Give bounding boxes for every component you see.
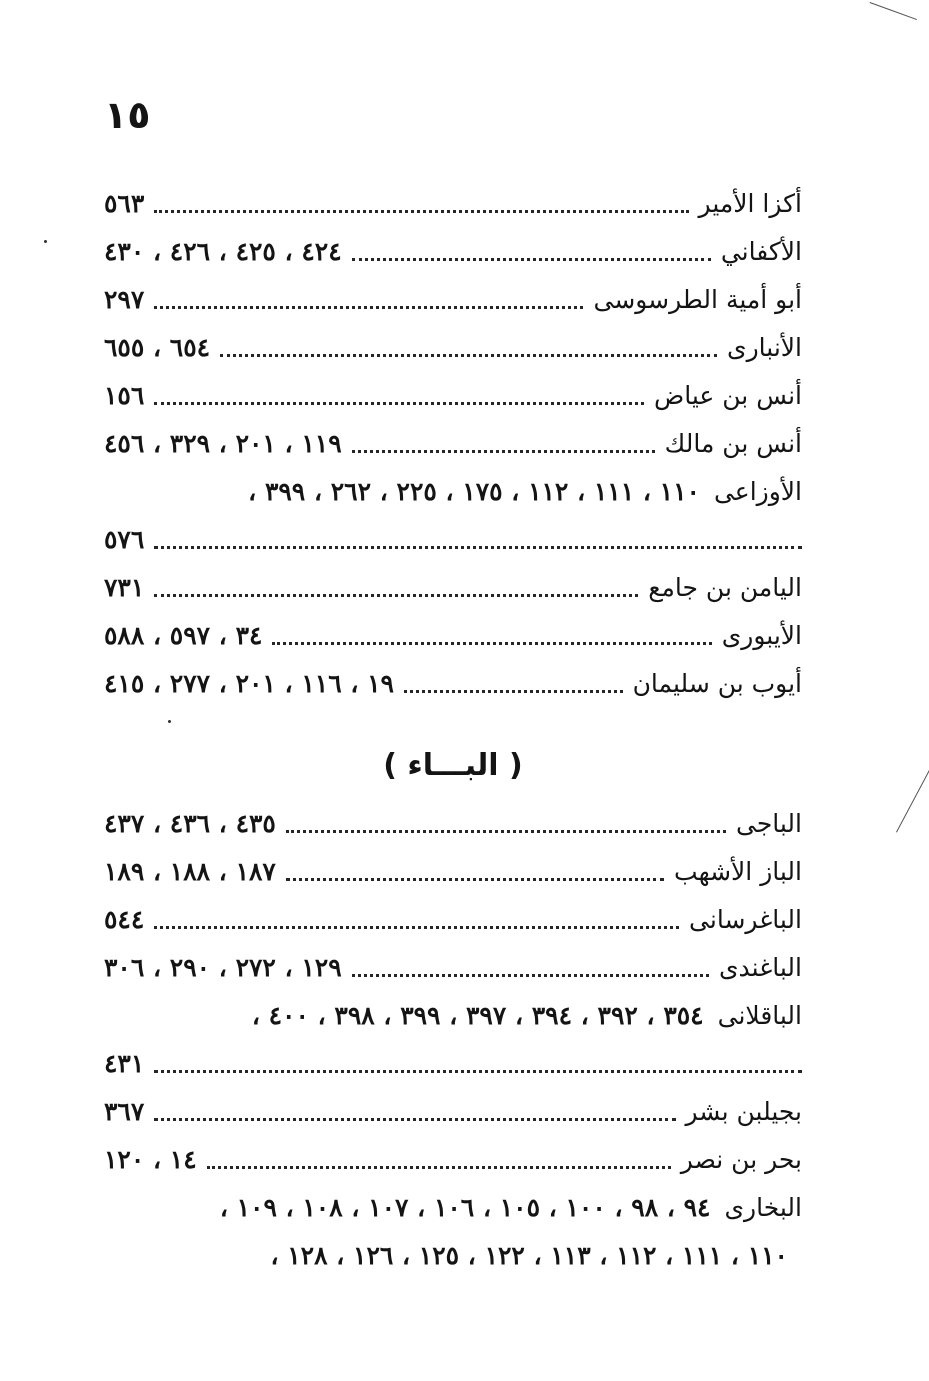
dot-leader	[286, 820, 726, 833]
dot-leader	[154, 1108, 675, 1121]
index-entry	[104, 802, 802, 842]
index-entry-continuation	[104, 1042, 802, 1082]
index-entry	[104, 1090, 802, 1130]
index-entry	[104, 1186, 802, 1226]
scan-mark	[870, 2, 917, 20]
entry-name: الأيبورى	[721, 621, 802, 650]
index-entry-continuation	[104, 518, 802, 558]
entry-pages: ٣٥٤ ، ٣٩٢ ، ٣٩٤ ، ٣٩٧ ، ٣٩٩ ، ٣٩٨ ، ٤٠٠ ،	[251, 1001, 704, 1030]
dot-leader	[154, 296, 583, 309]
entry-name: أيوب بن سليمان	[632, 669, 802, 698]
dot-leader	[352, 248, 711, 261]
entry-name: البخارى	[724, 1193, 802, 1222]
scan-speck	[44, 240, 47, 243]
entry-name: أبو أمية الطرسوسى	[593, 285, 802, 314]
dot-leader	[286, 868, 664, 881]
entry-pages: ٦٥٤ ، ٦٥٥	[104, 333, 211, 362]
index-entry	[104, 230, 802, 270]
entry-pages: ١١٠ ، ١١١ ، ١١٢ ، ١٧٥ ، ٢٢٥ ، ٢٦٢ ، ٣٩٩ ،	[248, 477, 700, 506]
scan-mark	[896, 753, 929, 833]
entry-name: الباز الأشهب	[674, 857, 802, 886]
entry-pages: ٤٢٤ ، ٤٢٥ ، ٤٢٦ ، ٤٣٠	[104, 237, 342, 266]
entry-pages: ١٤ ، ١٢٠	[104, 1145, 197, 1174]
dot-leader	[154, 392, 644, 405]
entry-pages: ٩٤ ، ٩٨ ، ١٠٠ ، ١٠٥ ، ١٠٦ ، ١٠٧ ، ١٠٨ ، ١٠٩ ،	[219, 1193, 711, 1222]
index-entry	[104, 566, 802, 606]
index-entry	[104, 182, 802, 222]
index-entry	[104, 422, 802, 462]
entry-pages: ٤٣٥ ، ٤٣٦ ، ٤٣٧	[104, 809, 276, 838]
dot-leader	[154, 584, 638, 597]
entry-pages: ٣٦٧	[104, 1097, 145, 1126]
entry-pages: ١٩ ، ١١٦ ، ٢٠١ ، ٢٧٧ ، ٤١٥	[104, 669, 394, 698]
entry-name: بحر بن نصر	[680, 1145, 802, 1174]
entry-name: الباغرسانى	[689, 905, 802, 934]
dot-leader	[404, 680, 623, 693]
entry-pages: ١١٠ ، ١١١ ، ١١٢ ، ١١٣ ، ١٢٢ ، ١٢٥ ، ١٢٦ ، ١٢٨ ،	[270, 1241, 788, 1270]
entry-name: الأنبارى	[727, 333, 802, 362]
entry-name: الباقلانى	[717, 1001, 802, 1030]
entry-name: أكزا الأمير	[698, 189, 802, 218]
entry-pages: ١١٩ ، ٢٠١ ، ٣٢٩ ، ٤٥٦	[104, 429, 342, 458]
dot-leader	[154, 200, 688, 213]
entry-pages: ٥٧٦	[104, 525, 145, 554]
index-entry	[104, 1138, 802, 1178]
entry-name: الباجى	[735, 809, 802, 838]
entry-name: أنس بن مالك	[664, 429, 802, 458]
index-entry	[104, 662, 802, 702]
entry-name: أنس بن عياض	[654, 381, 802, 410]
entry-name: الأوزاعى	[713, 477, 802, 506]
entry-pages: ١٢٩ ، ٢٧٢ ، ٢٩٠ ، ٣٠٦	[104, 953, 342, 982]
dot-leader	[207, 1156, 671, 1169]
dot-leader	[352, 964, 709, 977]
dot-leader	[154, 536, 802, 549]
entry-pages: ٣٤ ، ٥٩٧ ، ٥٨٨	[104, 621, 263, 650]
index-entry	[104, 898, 802, 938]
dot-leader	[272, 632, 711, 645]
index-entry	[104, 326, 802, 366]
index-entry	[104, 470, 802, 510]
entry-pages: ١٥٦	[104, 381, 145, 410]
entry-pages: ٥٤٤	[104, 905, 145, 934]
index-entry	[104, 994, 802, 1034]
entry-name: اليامن بن جامع	[648, 573, 802, 602]
entry-pages: ٤٣١	[104, 1049, 145, 1078]
index-entry	[104, 850, 802, 890]
dot-leader	[220, 344, 717, 357]
dot-leader	[352, 440, 655, 453]
entry-pages: ٥٦٣	[104, 189, 145, 218]
index-entry	[104, 614, 802, 654]
scan-speck	[168, 720, 171, 723]
index-entry-continuation	[104, 1234, 802, 1274]
entry-pages: ١٨٧ ، ١٨٨ ، ١٨٩	[104, 857, 276, 886]
index-entry	[104, 278, 802, 318]
entry-name: بجيلبن بشر	[685, 1097, 802, 1126]
section-heading: ( البـــاء )	[383, 748, 523, 783]
index-entry	[104, 946, 802, 986]
entry-pages: ٧٣١	[104, 573, 145, 602]
entry-name: الباغندى	[718, 953, 802, 982]
page-number: ١٥	[104, 93, 151, 137]
entry-name: الأكفاني	[720, 237, 802, 266]
dot-leader	[154, 916, 679, 929]
entry-pages: ٢٩٧	[104, 285, 145, 314]
dot-leader	[154, 1060, 802, 1073]
index-entry	[104, 374, 802, 414]
